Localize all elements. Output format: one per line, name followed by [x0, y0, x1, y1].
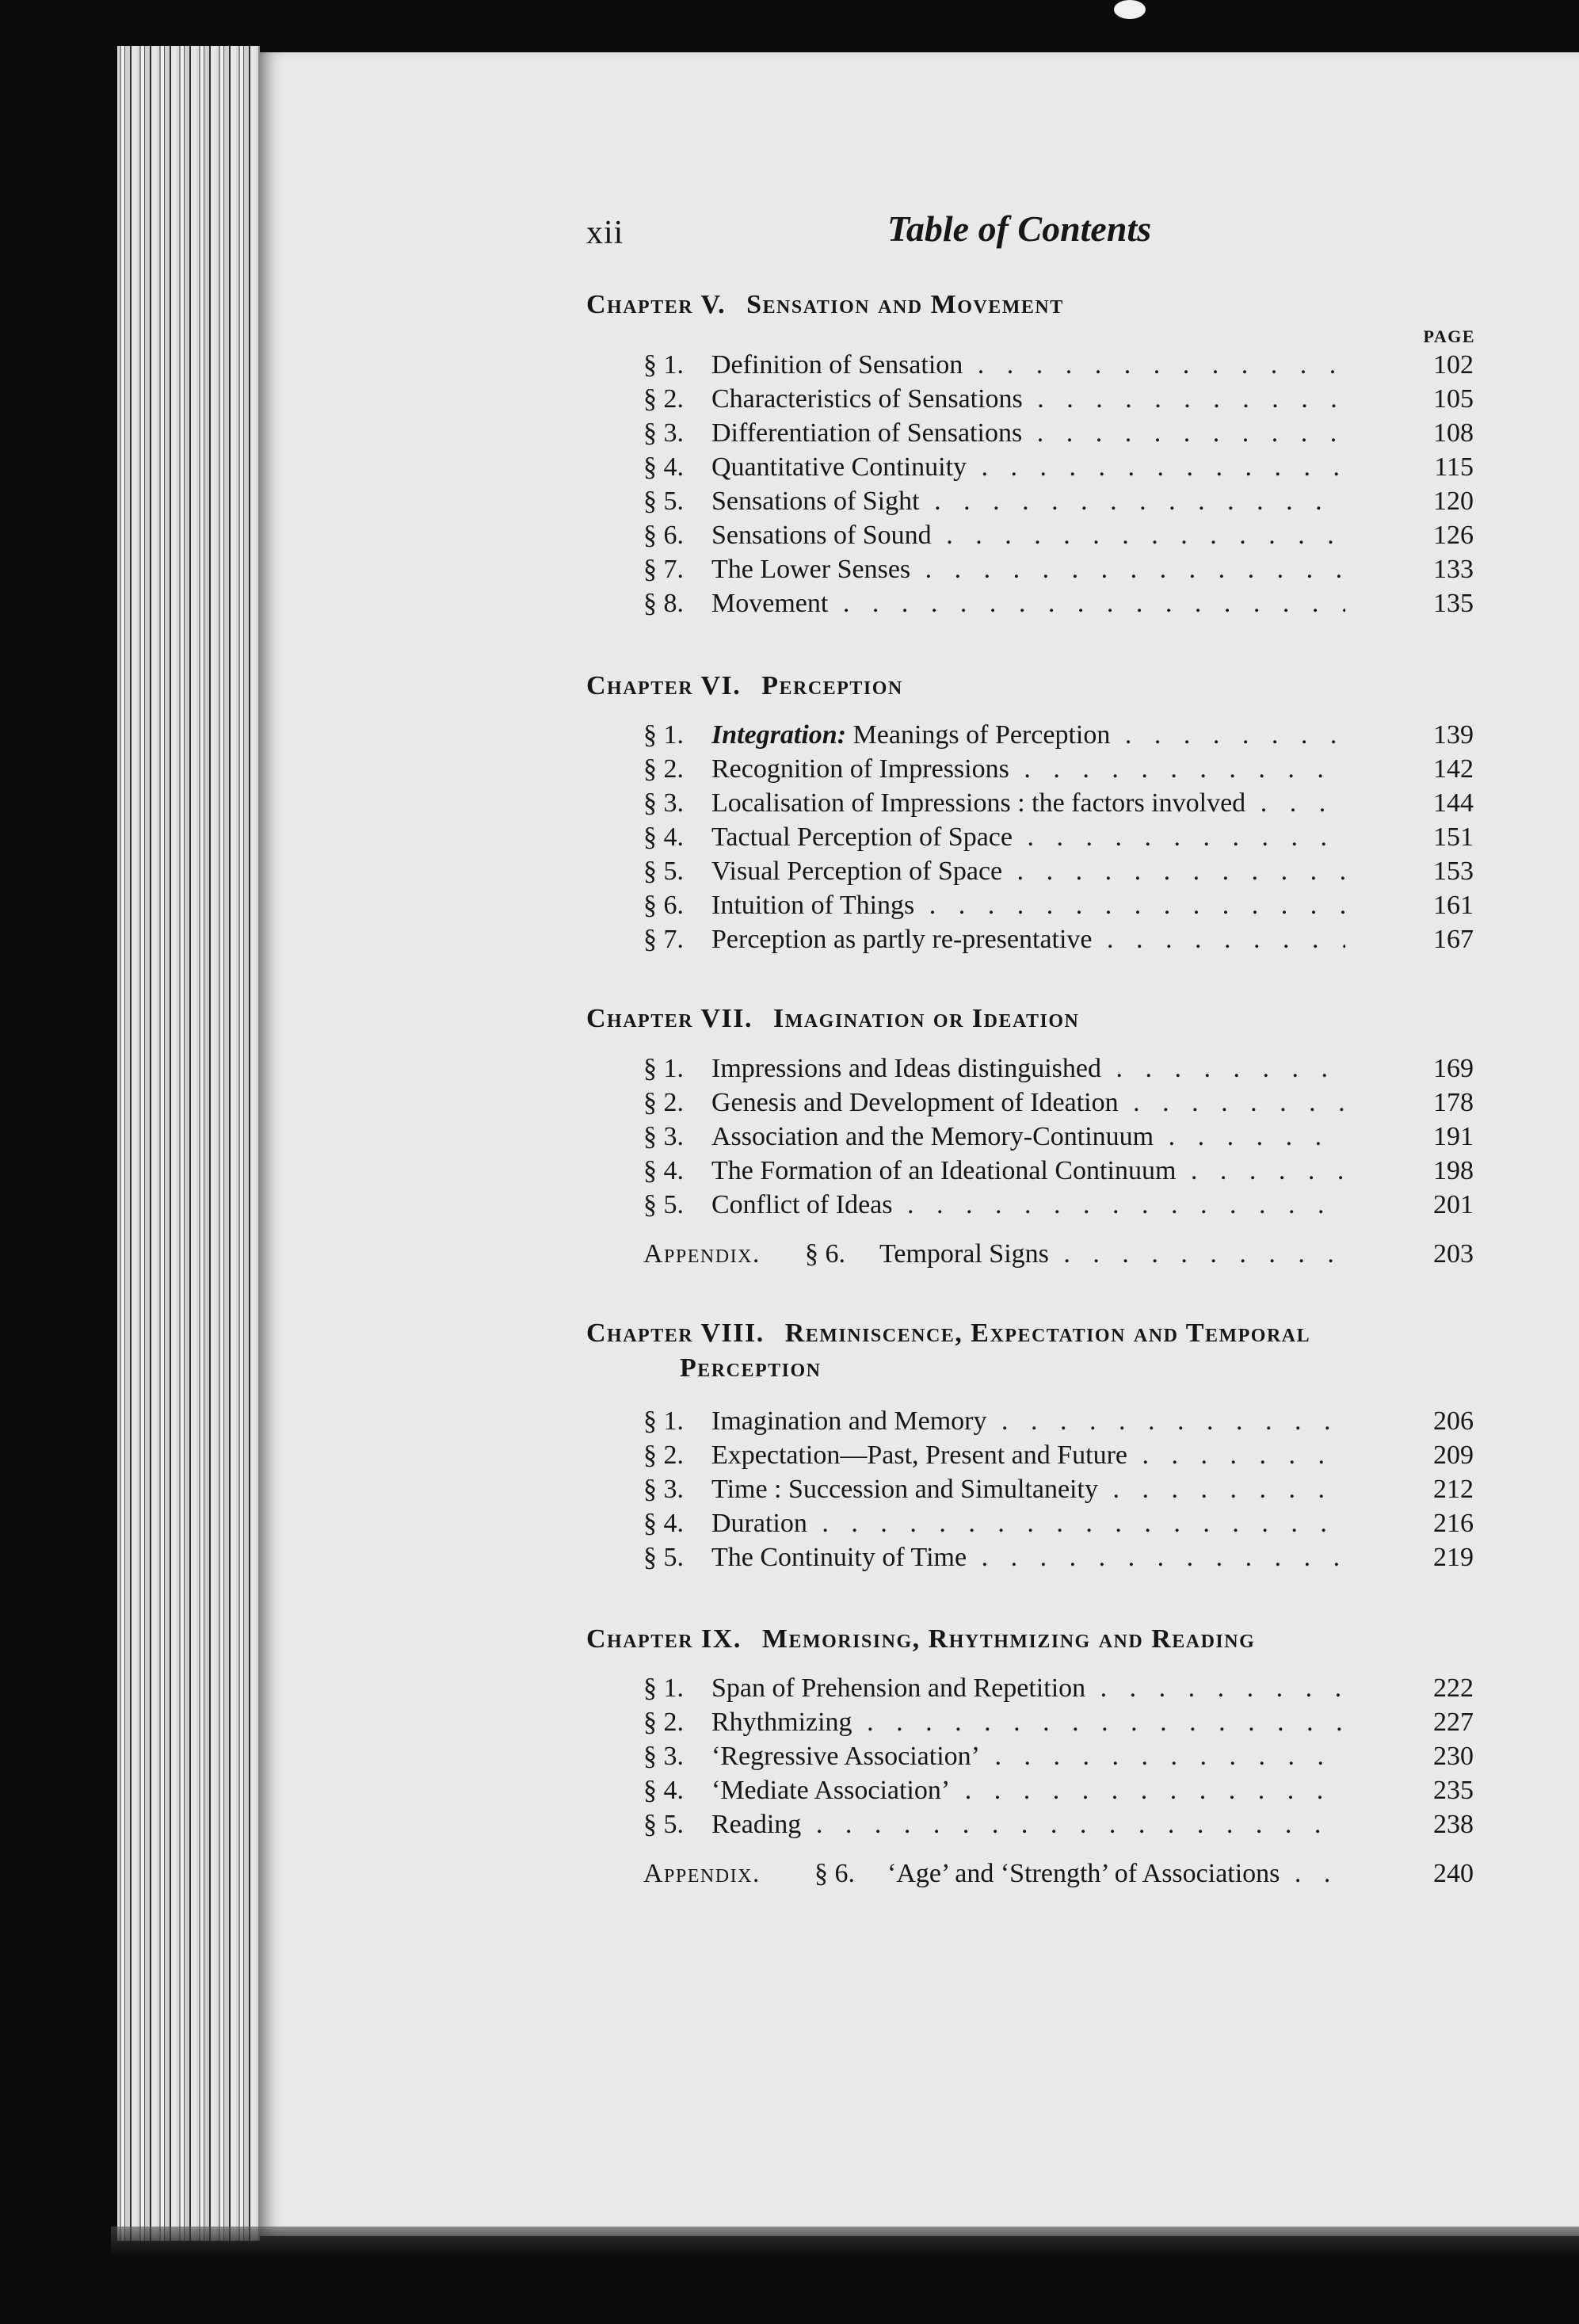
- toc-entry: [586, 1441, 1491, 1475]
- section-title: The Continuity of Time . . .: [711, 1543, 1345, 1573]
- page-number: 108: [1433, 418, 1474, 448]
- chapter-title: Perception: [761, 671, 903, 700]
- toc-entry: [586, 788, 1491, 823]
- page-number: 216: [1433, 1509, 1474, 1538]
- section-number: § 4.: [643, 1776, 684, 1805]
- section-number: § 4.: [643, 1509, 684, 1538]
- toc-entry: [586, 754, 1491, 789]
- section-title: The Formation of an Ideational Continuum . . .: [711, 1156, 1345, 1186]
- section-title: Tactual Perception of Space . . .: [711, 822, 1345, 853]
- section-title: Intuition of Things . . .: [711, 891, 1345, 921]
- page-number: 235: [1433, 1776, 1474, 1805]
- section-number: § 1.: [643, 1673, 684, 1703]
- section-number: § 7.: [643, 555, 684, 584]
- chapter-heading: [586, 290, 1064, 320]
- page-number: 240: [1433, 1859, 1474, 1888]
- chapter-title: Imagination or Ideation: [772, 1004, 1080, 1033]
- section-number: § 5.: [643, 487, 684, 516]
- toc-entry: [586, 418, 1491, 453]
- page-number: 219: [1433, 1543, 1474, 1572]
- toc-entry: [586, 822, 1491, 857]
- section-title-emphasis: Integration:: [711, 720, 847, 750]
- toc-entry: [586, 925, 1491, 960]
- toc-entry: [586, 891, 1491, 925]
- section-number: § 3.: [643, 1122, 684, 1151]
- section-number: § 2.: [643, 384, 684, 414]
- page-number: 126: [1433, 521, 1474, 550]
- chapter-number: Chapter VIII.: [586, 1318, 765, 1348]
- toc-entry: [586, 1810, 1491, 1845]
- section-title: Characteristics of Sensations . . .: [711, 384, 1345, 414]
- toc-entry: [586, 1543, 1491, 1578]
- section-number: § 6.: [805, 1239, 845, 1269]
- page-header: [586, 208, 1491, 271]
- page-number: 212: [1433, 1475, 1474, 1504]
- section-number: § 5.: [643, 1810, 684, 1839]
- section-number: § 7.: [643, 925, 684, 954]
- section-title: ‘Regressive Association’ . . .: [711, 1742, 1345, 1772]
- section-number: § 8.: [643, 589, 684, 618]
- chapter-number: Chapter VI.: [586, 671, 742, 700]
- section-title: Recognition of Impressions . . .: [711, 754, 1345, 784]
- page-number: 201: [1433, 1190, 1474, 1219]
- section-number: § 6.: [643, 891, 684, 920]
- page-number: 167: [1433, 925, 1474, 954]
- section-number: § 4.: [643, 822, 684, 852]
- toc-entry: [586, 452, 1491, 487]
- toc-entry: [586, 1708, 1491, 1742]
- appendix-label: Appendix.: [643, 1239, 761, 1269]
- toc-entry: [586, 384, 1491, 419]
- section-title: Duration . . .: [711, 1509, 1345, 1539]
- page-number: 135: [1433, 589, 1474, 618]
- section-number: § 2.: [643, 1088, 684, 1117]
- section-number: § 4.: [643, 452, 684, 482]
- section-title: Visual Perception of Space . . .: [711, 857, 1345, 887]
- page-number: 105: [1433, 384, 1474, 414]
- section-number: § 3.: [643, 788, 684, 818]
- bottom-shadow: [111, 2227, 1579, 2258]
- toc-entry: [586, 1742, 1491, 1776]
- page-number: 203: [1433, 1239, 1474, 1269]
- toc-entry: [586, 1122, 1491, 1157]
- toc-entry: [586, 1156, 1491, 1191]
- chapter-title: Sensation and Movement: [746, 290, 1064, 319]
- section-number: § 6.: [814, 1859, 855, 1888]
- page-number: 230: [1433, 1742, 1474, 1771]
- section-title: Definition of Sensation . . .: [711, 350, 1345, 380]
- chapter-number: Chapter VII.: [586, 1004, 753, 1033]
- toc-entry: [586, 555, 1491, 590]
- page-edges: [117, 46, 260, 2241]
- section-title: Perception as partly re-presentative . . .: [711, 925, 1345, 955]
- toc-entry: [586, 350, 1491, 385]
- chapter-title: Reminiscence, Expectation and Temporal: [784, 1318, 1311, 1348]
- section-title: [711, 720, 1345, 750]
- section-title: Sensations of Sight . . .: [711, 487, 1345, 517]
- chapter-number: Chapter IX.: [586, 1624, 742, 1654]
- toc-appendix-entry: [586, 1859, 1491, 1894]
- toc-entry: [586, 720, 1491, 755]
- page-number: 133: [1433, 555, 1474, 584]
- section-number: § 4.: [643, 1156, 684, 1185]
- toc-entry: [586, 521, 1491, 555]
- page-number: 178: [1433, 1088, 1474, 1117]
- toc-entry: [586, 857, 1491, 891]
- section-title-rest: Meanings of Perception: [846, 720, 1111, 750]
- chapter-heading: [586, 1004, 1079, 1034]
- page-number: 161: [1433, 891, 1474, 920]
- section-title: Time : Succession and Simultaneity . . .: [711, 1475, 1345, 1505]
- section-number: § 1.: [643, 350, 684, 380]
- toc-entry: [586, 1475, 1491, 1509]
- section-title: Reading . . .: [711, 1810, 1345, 1840]
- toc-appendix-entry: [586, 1239, 1491, 1274]
- toc-entry: [586, 487, 1491, 521]
- section-number: § 2.: [643, 1708, 684, 1737]
- chapter-title: Memorising, Rhythmizing and Reading: [761, 1624, 1256, 1654]
- toc-entry: [586, 1776, 1491, 1811]
- toc-entry: [586, 1190, 1491, 1225]
- page-number: 142: [1433, 754, 1474, 784]
- section-title: Rhythmizing . . .: [711, 1708, 1345, 1738]
- page-number: 151: [1433, 822, 1474, 852]
- toc-entry: [586, 1509, 1491, 1544]
- page-number: 191: [1433, 1122, 1474, 1151]
- section-number: § 2.: [643, 1441, 684, 1470]
- section-title: ‘Mediate Association’ . . .: [711, 1776, 1345, 1806]
- running-title: Table of Contents: [887, 208, 1152, 249]
- page-number: 169: [1433, 1054, 1474, 1083]
- section-title: Temporal Signs . . .: [879, 1239, 1347, 1269]
- section-title: Localisation of Impressions : the factors involved . . .: [711, 788, 1345, 819]
- chapter-heading: [586, 1318, 1310, 1383]
- section-number: § 6.: [643, 521, 684, 550]
- section-title: Movement . . .: [711, 589, 1345, 619]
- page-number: 153: [1433, 857, 1474, 886]
- page-column-label: PAGE: [1423, 326, 1475, 346]
- section-number: § 5.: [643, 1543, 684, 1572]
- page-number: 238: [1433, 1810, 1474, 1839]
- toc-entry: [586, 589, 1491, 624]
- toc-entry: [586, 1088, 1491, 1123]
- page-number: 144: [1433, 788, 1474, 818]
- section-number: § 1.: [643, 1054, 684, 1083]
- toc-entry: [586, 1054, 1491, 1089]
- section-title: Span of Prehension and Repetition . . .: [711, 1673, 1345, 1704]
- section-number: § 1.: [643, 720, 684, 750]
- page-number: 209: [1433, 1441, 1474, 1470]
- chapter-heading: [586, 1624, 1255, 1654]
- section-title: Expectation—Past, Present and Future . . .: [711, 1441, 1345, 1471]
- section-number: § 3.: [643, 418, 684, 448]
- chapter-title-continued: Perception: [680, 1353, 822, 1383]
- section-number: § 5.: [643, 857, 684, 886]
- page-number: 102: [1433, 350, 1474, 380]
- chapter-heading: [586, 671, 903, 701]
- section-number: § 1.: [643, 1406, 684, 1436]
- section-title: Sensations of Sound . . .: [711, 521, 1345, 551]
- section-number: § 3.: [643, 1475, 684, 1504]
- page-number: 120: [1433, 487, 1474, 516]
- section-title: Conflict of Ideas . . .: [711, 1190, 1345, 1220]
- page-number: 115: [1434, 452, 1474, 482]
- toc-entry: [586, 1673, 1491, 1708]
- folio: xii: [586, 215, 624, 251]
- scan-speck: [1114, 0, 1146, 19]
- section-title: Differentiation of Sensations . . .: [711, 418, 1345, 448]
- section-title: Genesis and Development of Ideation . . .: [711, 1088, 1345, 1118]
- section-title: Quantitative Continuity . . .: [711, 452, 1345, 483]
- page-number: 139: [1433, 720, 1474, 750]
- page-number: 198: [1433, 1156, 1474, 1185]
- section-title: The Lower Senses . . .: [711, 555, 1345, 585]
- appendix-label: Appendix.: [643, 1859, 761, 1888]
- page-number: 222: [1433, 1673, 1474, 1703]
- section-title: Impressions and Ideas distinguished . . .: [711, 1054, 1345, 1084]
- section-title: ‘Age’ and ‘Strength’ of Associations . . .: [887, 1859, 1347, 1889]
- section-number: § 5.: [643, 1190, 684, 1219]
- page-number: 206: [1433, 1406, 1474, 1436]
- chapter-number: Chapter V.: [586, 290, 727, 319]
- section-title: Association and the Memory-Continuum . . .: [711, 1122, 1345, 1152]
- section-number: § 3.: [643, 1742, 684, 1771]
- section-title: Imagination and Memory . . .: [711, 1406, 1345, 1437]
- section-number: § 2.: [643, 754, 684, 784]
- toc-entry: [586, 1406, 1491, 1441]
- page-number: 227: [1433, 1708, 1474, 1737]
